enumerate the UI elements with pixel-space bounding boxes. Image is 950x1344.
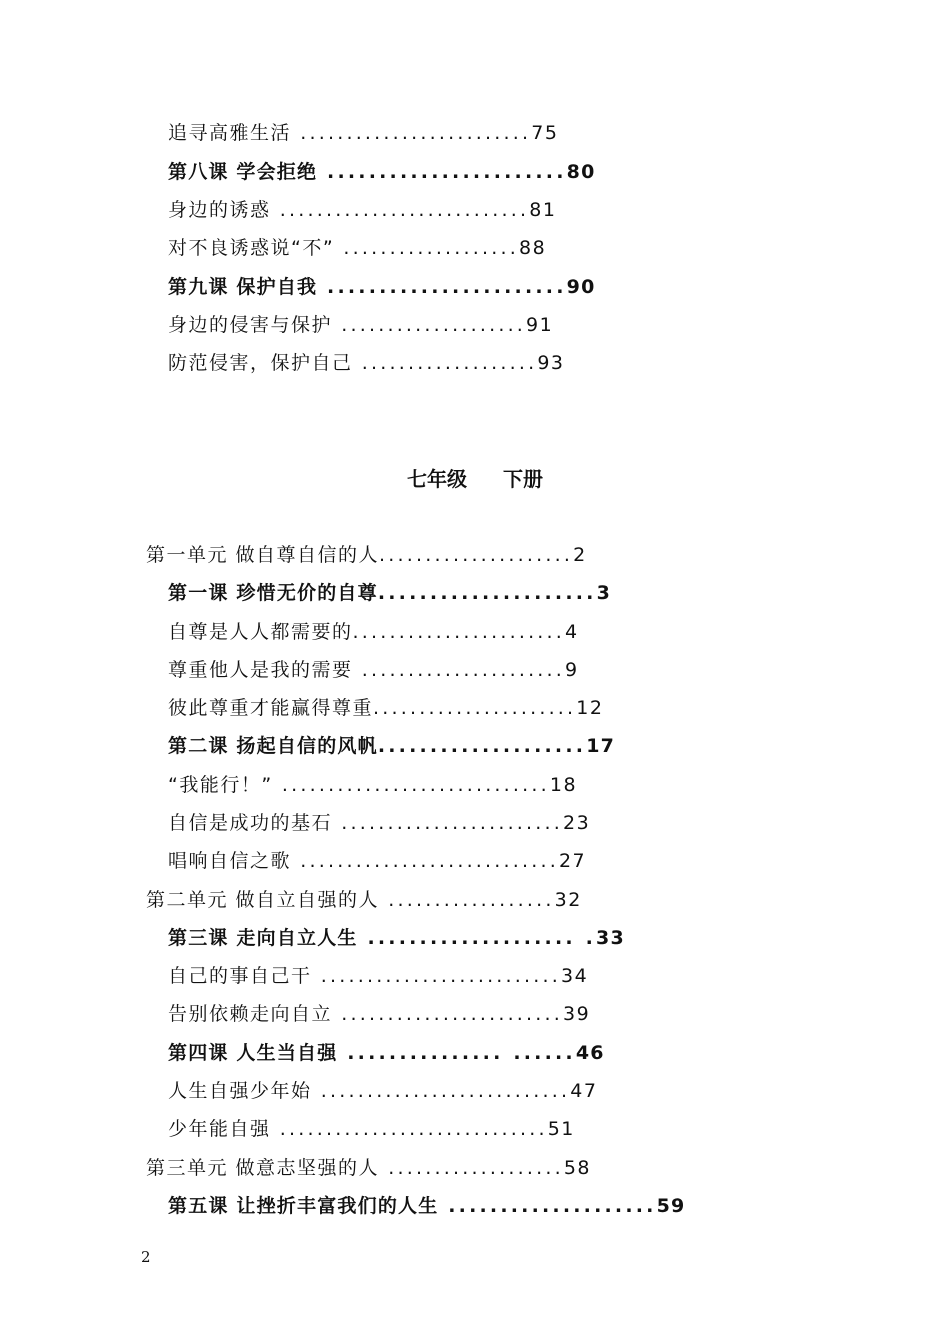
toc-lesson-entry	[168, 159, 596, 185]
dot-leader: ........................	[332, 1003, 564, 1025]
entry-page: 47	[570, 1080, 598, 1102]
entry-title: 第一课 珍惜无价的自尊	[168, 582, 378, 604]
entry-title: 身边的诱惑	[168, 199, 271, 221]
entry-page: 23	[563, 812, 591, 834]
dot-leader: ...........................	[270, 199, 530, 221]
entry-title: 第五课 让挫折丰富我们的人生	[168, 1195, 439, 1217]
entry-title: 第四课 人生当自强	[168, 1042, 338, 1064]
entry-title: 第二课 扬起自信的风帆	[168, 735, 378, 757]
toc-entry	[168, 619, 579, 645]
entry-page: 46	[575, 1042, 605, 1064]
toc-entry	[168, 1001, 590, 1027]
section-heading	[0, 465, 950, 493]
toc-lesson-entry	[168, 1040, 605, 1066]
toc-entry	[168, 312, 553, 338]
entry-title: 人生自强少年始	[168, 1080, 312, 1102]
toc-lesson-entry	[168, 733, 615, 759]
entry-title: 第二单元 做自立自强的人	[146, 889, 380, 911]
entry-page: 2	[573, 544, 587, 566]
toc-unit-entry	[146, 542, 587, 568]
entry-page: 12	[576, 697, 604, 719]
dot-leader: ....................	[332, 314, 527, 336]
entry-title: 尊重他人是我的需要	[168, 659, 353, 681]
dot-leader: ............... ......	[337, 1042, 576, 1064]
toc-entry	[168, 695, 603, 721]
entry-title: 告别依赖走向自立	[168, 1003, 333, 1025]
entry-page: 17	[586, 735, 616, 757]
dot-leader: ..................	[379, 889, 555, 911]
entry-title: 追寻高雅生活	[168, 122, 292, 144]
entry-title: “我能行！”	[168, 774, 273, 796]
dot-leader: .......................	[317, 276, 567, 298]
dot-leader: ...................	[379, 1157, 564, 1179]
entry-title: 少年能自强	[168, 1118, 271, 1140]
toc-unit-entry	[146, 1155, 591, 1181]
entry-page: 81	[529, 199, 557, 221]
volume-label: 下册	[503, 467, 543, 491]
entry-page: 39	[563, 1003, 591, 1025]
entry-page: 88	[518, 237, 547, 259]
dot-leader: .............................	[270, 1118, 548, 1140]
dot-leader: ..........................	[311, 965, 561, 987]
entry-title: 第三课 走向自立人生	[168, 927, 358, 949]
toc-entry	[168, 848, 586, 874]
toc-entry	[168, 350, 565, 376]
toc-entry	[168, 235, 546, 261]
dot-leader: ...................	[352, 352, 538, 374]
toc-entry	[168, 772, 577, 798]
dot-leader: .................... .	[357, 927, 597, 949]
dot-leader: .....................	[377, 582, 597, 604]
dot-leader: ............................	[291, 850, 559, 872]
entry-title: 自己的事自己干	[168, 965, 312, 987]
entry-page: 75	[531, 122, 559, 144]
entry-page: 93	[537, 352, 565, 374]
entry-page: 4	[565, 621, 579, 643]
toc-unit-entry	[146, 887, 582, 913]
dot-leader: ......................	[352, 659, 566, 681]
dot-leader: .........................	[291, 122, 532, 144]
entry-page: 91	[526, 314, 554, 336]
entry-title: 第九课 保护自我	[168, 276, 318, 298]
entry-page: 34	[560, 965, 589, 987]
dot-leader: ...................	[334, 237, 519, 259]
toc-entry	[168, 197, 556, 223]
toc-entry	[168, 810, 590, 836]
entry-page: 18	[549, 774, 578, 796]
dot-leader: ....................	[377, 735, 587, 757]
page-number: 2	[141, 1248, 151, 1266]
dot-leader: .............................	[272, 774, 550, 796]
entry-page: 3	[596, 582, 612, 604]
toc-lesson-entry	[168, 580, 611, 606]
toc-entry	[168, 963, 588, 989]
entry-title: 第八课 学会拒绝	[168, 161, 318, 183]
entry-title: 身边的侵害与保护	[168, 314, 333, 336]
dot-leader: .......................	[317, 161, 567, 183]
entry-title: 防范侵害，保护自己	[168, 352, 353, 374]
entry-page: 80	[566, 161, 596, 183]
toc-lesson-entry	[168, 274, 596, 300]
entry-title: 唱响自信之歌	[168, 850, 292, 872]
entry-title: 第一单元 做自尊自信的人	[146, 544, 380, 566]
toc-entry	[168, 1078, 597, 1104]
entry-title: 对不良诱惑说“不”	[168, 237, 335, 259]
entry-page: 32	[554, 889, 582, 911]
entry-page: 90	[566, 276, 596, 298]
dot-leader: ...........................	[311, 1080, 571, 1102]
toc-lesson-entry	[168, 1193, 685, 1219]
dot-leader: .....................	[379, 544, 574, 566]
entry-title: 彼此尊重才能赢得尊重	[168, 697, 374, 719]
entry-page: 27	[558, 850, 587, 872]
dot-leader: .......................	[352, 621, 566, 643]
entry-page: 58	[563, 1157, 592, 1179]
entry-title: 自尊是人人都需要的	[168, 621, 353, 643]
toc-entry	[168, 1116, 575, 1142]
dot-leader: ....................	[438, 1195, 657, 1217]
toc-entry	[168, 657, 579, 683]
toc-lesson-entry	[168, 925, 625, 951]
entry-page: 59	[656, 1195, 686, 1217]
grade-label: 七年级	[407, 467, 467, 491]
entry-page: 9	[565, 659, 579, 681]
entry-page: 51	[547, 1118, 575, 1140]
toc-entry	[168, 120, 558, 146]
entry-title: 第三单元 做意志坚强的人	[146, 1157, 380, 1179]
dot-leader: ......................	[373, 697, 577, 719]
entry-title: 自信是成功的基石	[168, 812, 333, 834]
dot-leader: ........................	[332, 812, 564, 834]
entry-page: 33	[596, 927, 625, 949]
